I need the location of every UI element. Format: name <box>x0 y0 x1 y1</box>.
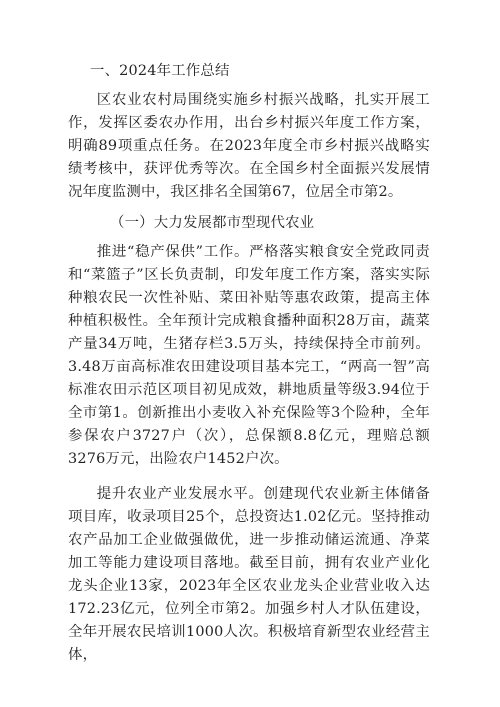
subsection-heading: （一）大力发展都市型现代农业 <box>110 215 315 231</box>
section-heading: 一、2024年工作总结 <box>90 63 230 79</box>
intro-paragraph: 区农业农村局围绕实施乡村振兴战略，扎实开展工作，发挥区委农办作用，出台乡村振兴年度工作方案，明确89项重点任务。在2023年度全市乡村振兴战略实绩考核中，获评优秀等次。在全国乡村全面振兴发展情况年度监测中，我区排名全国第67，位居全市第2。 <box>68 92 430 200</box>
paragraph-stable-supply: 推进“稳产保供”工作。严格落实粮食安全党政同责和“菜篮子”区长负责制，印发年度工作方案，落实实际种粮农民一次性补贴、菜田补贴等惠农政策，提高主体种植积极性。全年预计完成粮食播种面积28万亩，蔬菜产量34万吨，生猪存栏3.5万头，持续保持全市前列。3.48万亩高标准农田建设项目基本完工，“两高一智”高标准农田示范区项目初见成效，耕地质量等级3.94位于全市第1。创新推出小麦收入补充保险等3个险种，全年参保农户3727户（次），总保额8.8亿元，理赔总额3276万元，出险农户1452户次。 <box>68 244 430 467</box>
paragraph-industry-development: 提升农业产业发展水平。创建现代农业新主体储备项目库，收录项目25个，总投资达1.02亿元。坚持推动农产品加工企业做强做优，进一步推动储运流通、净菜加工等能力建设项目落地。截至目前，拥有农业产业化龙头企业13家，2023年全区农业龙头企业营业收入达172.23亿元，位列全市第2。加强乡村人才队伍建设，全年开展农民培训1000人次。积极培育新型农业经营主体， <box>68 486 430 663</box>
document-body <box>68 60 430 675</box>
